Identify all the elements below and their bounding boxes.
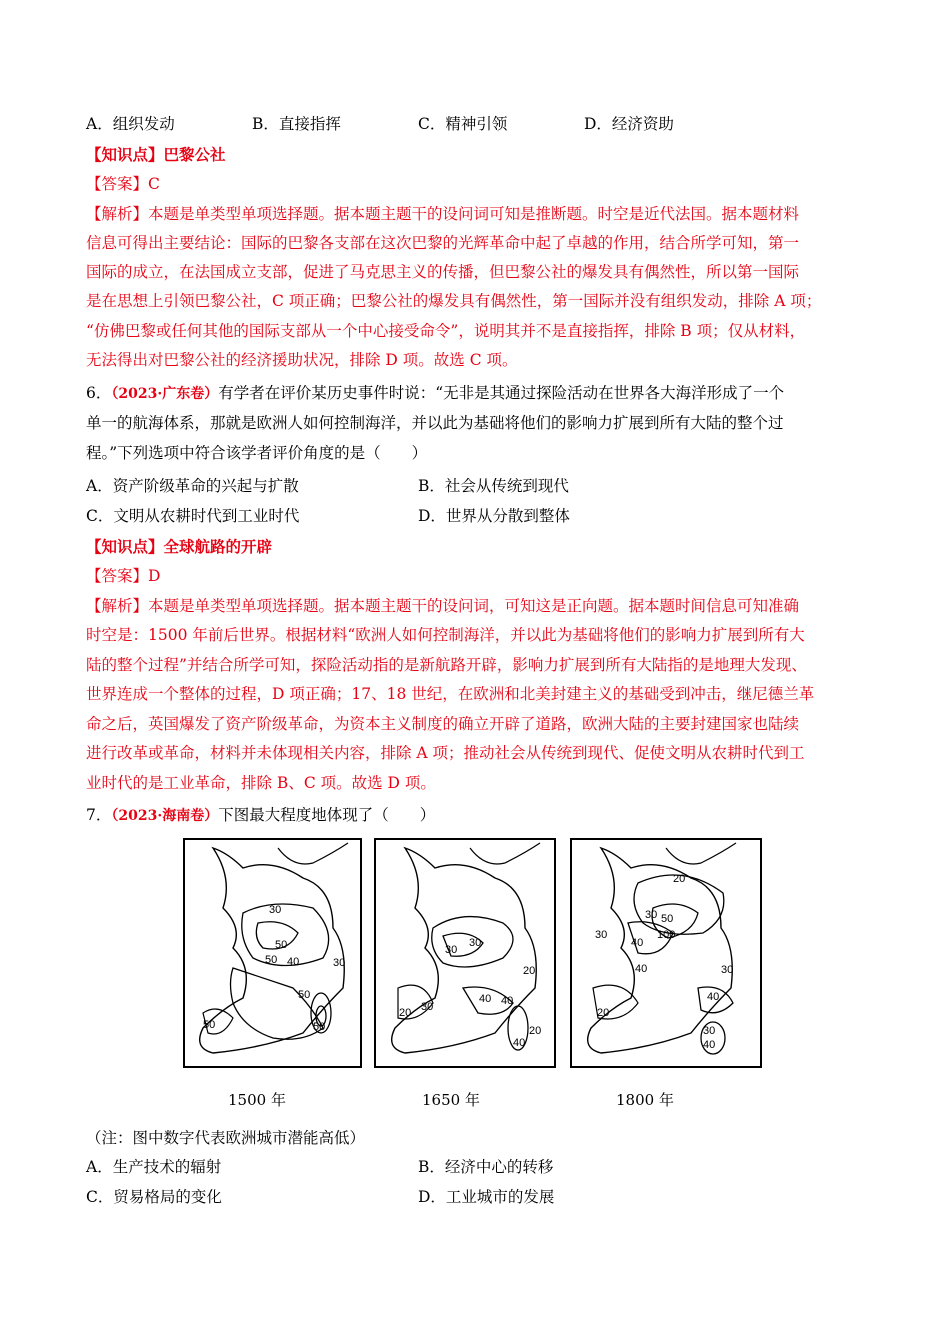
q6-analysis-line: 世界连成一个整体的过程，D 项正确；17、18 世纪，在欧洲和北美封建主义的基础受到冲击，继尼德兰革 [86, 685, 815, 703]
map-frame [184, 839, 361, 1067]
q6-analysis-line: 时空是：1500 年前后世界。根据材料“欧洲人如何控制海洋，并以此为基础将他们的影响力扩展到所有大 [86, 626, 805, 644]
q5-analysis-line: 国际的成立，在法国成立支部，促进了马克思主义的传播，但巴黎公社的爆发具有偶然性，所以第一国际 [86, 263, 800, 281]
q6-analysis-line: 陆的整个过程”并结合所学可知，探险活动指的是新航路开辟，影响力扩展到所有大陆指的是地理大发现、 [86, 656, 807, 674]
q7-stem-text: 下图最大程度地体现了（ ） [218, 806, 436, 824]
map1-number: 50 [265, 954, 278, 966]
map3-number: 30 [595, 929, 608, 941]
q5-analysis-line: 【解析】本题是单类型单项选择题。据本题主题干的设问词可知是推断题。时空是近代法国。据本题材料 [86, 205, 800, 223]
q7-note: （注：图中数字代表欧洲城市潜能高低） [86, 1129, 366, 1147]
map3-number: 40 [703, 1039, 716, 1051]
q6-source: （2023·广东卷） [111, 386, 219, 402]
map-frame [571, 839, 761, 1067]
q6-knowledge-point: 【知识点】全球航路的开辟 [86, 537, 273, 556]
map1-number: 30 [333, 957, 346, 969]
map2-number: 40 [479, 993, 492, 1005]
map-label-1500: 1500 年 [228, 1091, 286, 1109]
q6-stem-line: 程。”下列选项中符合该学者评价角度的是（ ） [86, 444, 428, 462]
map-1500 [184, 839, 361, 1067]
q6-option-c[interactable]: C．文明从农耕时代到工业时代 [86, 507, 300, 525]
map-1800 [571, 839, 761, 1067]
q5-option-d[interactable]: D．经济资助 [584, 115, 674, 133]
map2-number: 20 [529, 1025, 542, 1037]
map1-number: 50 [275, 939, 288, 951]
q6-stem-line: 单一的航海体系，那就是欧洲人如何控制海洋，并以此为基础将他们的影响力扩展到所有大陆的整个过 [86, 414, 784, 432]
map2-number: 40 [513, 1037, 526, 1049]
q5-knowledge-point: 【知识点】巴黎公社 [86, 145, 226, 164]
q7-stem-line [86, 805, 435, 826]
map3-number: 30 [721, 964, 734, 976]
q5-answer: 【答案】C [86, 175, 160, 193]
map1-number: 40 [287, 956, 300, 968]
q5-analysis-line: 信息可得出主要结论：国际的巴黎各支部在这次巴黎的光辉革命中起了卓越的作用，结合所学可知，第一 [86, 234, 800, 252]
map3-number: 30 [645, 909, 658, 921]
q5-option-b[interactable]: B．直接指挥 [252, 115, 341, 133]
q6-number: 6． [86, 384, 112, 402]
map-label-1650: 1650 年 [422, 1091, 480, 1109]
q5-option-a[interactable]: A．组织发动 [86, 115, 175, 133]
q6-analysis-line: 【解析】本题是单类型单项选择题。据本题主题干的设问词，可知这是正向题。据本题时间信息可知准确 [86, 597, 800, 615]
q7-option-d[interactable]: D．工业城市的发展 [418, 1188, 555, 1206]
map1-number: 30 [269, 904, 282, 916]
map3-number: 20 [673, 873, 686, 885]
q6-analysis-line: 业时代的是工业革命，排除 B、C 项。故选 D 项。 [86, 774, 436, 792]
map3-number: 40 [635, 963, 648, 975]
map3-number: 20 [597, 1007, 610, 1019]
map2-number: 40 [501, 995, 514, 1007]
q6-option-b[interactable]: B．社会从传统到现代 [418, 477, 569, 495]
q5-analysis-line: “仿佛巴黎或任何其他的国际支部从一个中心接受命令”，说明其并不是直接指挥，排除 B 项；仅从材料， [86, 322, 806, 340]
q7-option-c[interactable]: C．贸易格局的变化 [86, 1188, 222, 1206]
map2-number: 20 [523, 965, 536, 977]
q5-analysis-line: 是在思想上引领巴黎公社，C 项正确；巴黎公社的爆发具有偶然性，第一国际并没有组织发动，排除 A 项； [86, 292, 822, 310]
map3-number: 100 [657, 929, 676, 941]
q6-stem-text: 有学者在评价某历史事件时说：“无非是其通过探险活动在世界各大海洋形成了一个 [218, 384, 785, 402]
map-label-1800: 1800 年 [616, 1091, 674, 1109]
q6-analysis-line: 进行改革或革命，材料并未体现相关内容，排除 A 项；推动社会从传统到现代、促使文明从农耕时代到工 [86, 744, 805, 762]
q6-option-d[interactable]: D．世界从分散到整体 [418, 507, 570, 525]
map3-number: 30 [703, 1025, 716, 1037]
q7-option-a[interactable]: A．生产技术的辐射 [86, 1158, 222, 1176]
map3-number: 50 [661, 913, 674, 925]
q7-number: 7． [86, 806, 112, 824]
q6-option-a[interactable]: A．资产阶级革命的兴起与扩散 [86, 477, 299, 495]
q6-stem-line [86, 383, 784, 404]
map2-number: 30 [469, 937, 482, 949]
map2-number: 30 [421, 1001, 434, 1013]
q5-option-c[interactable]: C．精神引领 [418, 115, 508, 133]
map2-number: 30 [445, 944, 458, 956]
map1-number: 50 [203, 1019, 216, 1031]
europe-city-potential-maps [183, 838, 763, 1070]
q6-answer: 【答案】D [86, 567, 161, 585]
q7-option-b[interactable]: B．经济中心的转移 [418, 1158, 554, 1176]
map2-number: 20 [399, 1007, 412, 1019]
map1-number: 50 [298, 989, 311, 1001]
map-1650 [375, 839, 555, 1067]
q6-analysis-line: 命之后，英国爆发了资产阶级革命，为资本主义制度的确立开辟了道路，欧洲大陆的主要封建国家也陆续 [86, 715, 800, 733]
map1-number: 50 [313, 1021, 326, 1033]
q5-analysis-line: 无法得出对巴黎公社的经济援助状况，排除 D 项。故选 C 项。 [86, 351, 518, 369]
map3-number: 40 [707, 991, 720, 1003]
map3-number: 40 [631, 937, 644, 949]
q7-source: （2023·海南卷） [111, 808, 219, 824]
